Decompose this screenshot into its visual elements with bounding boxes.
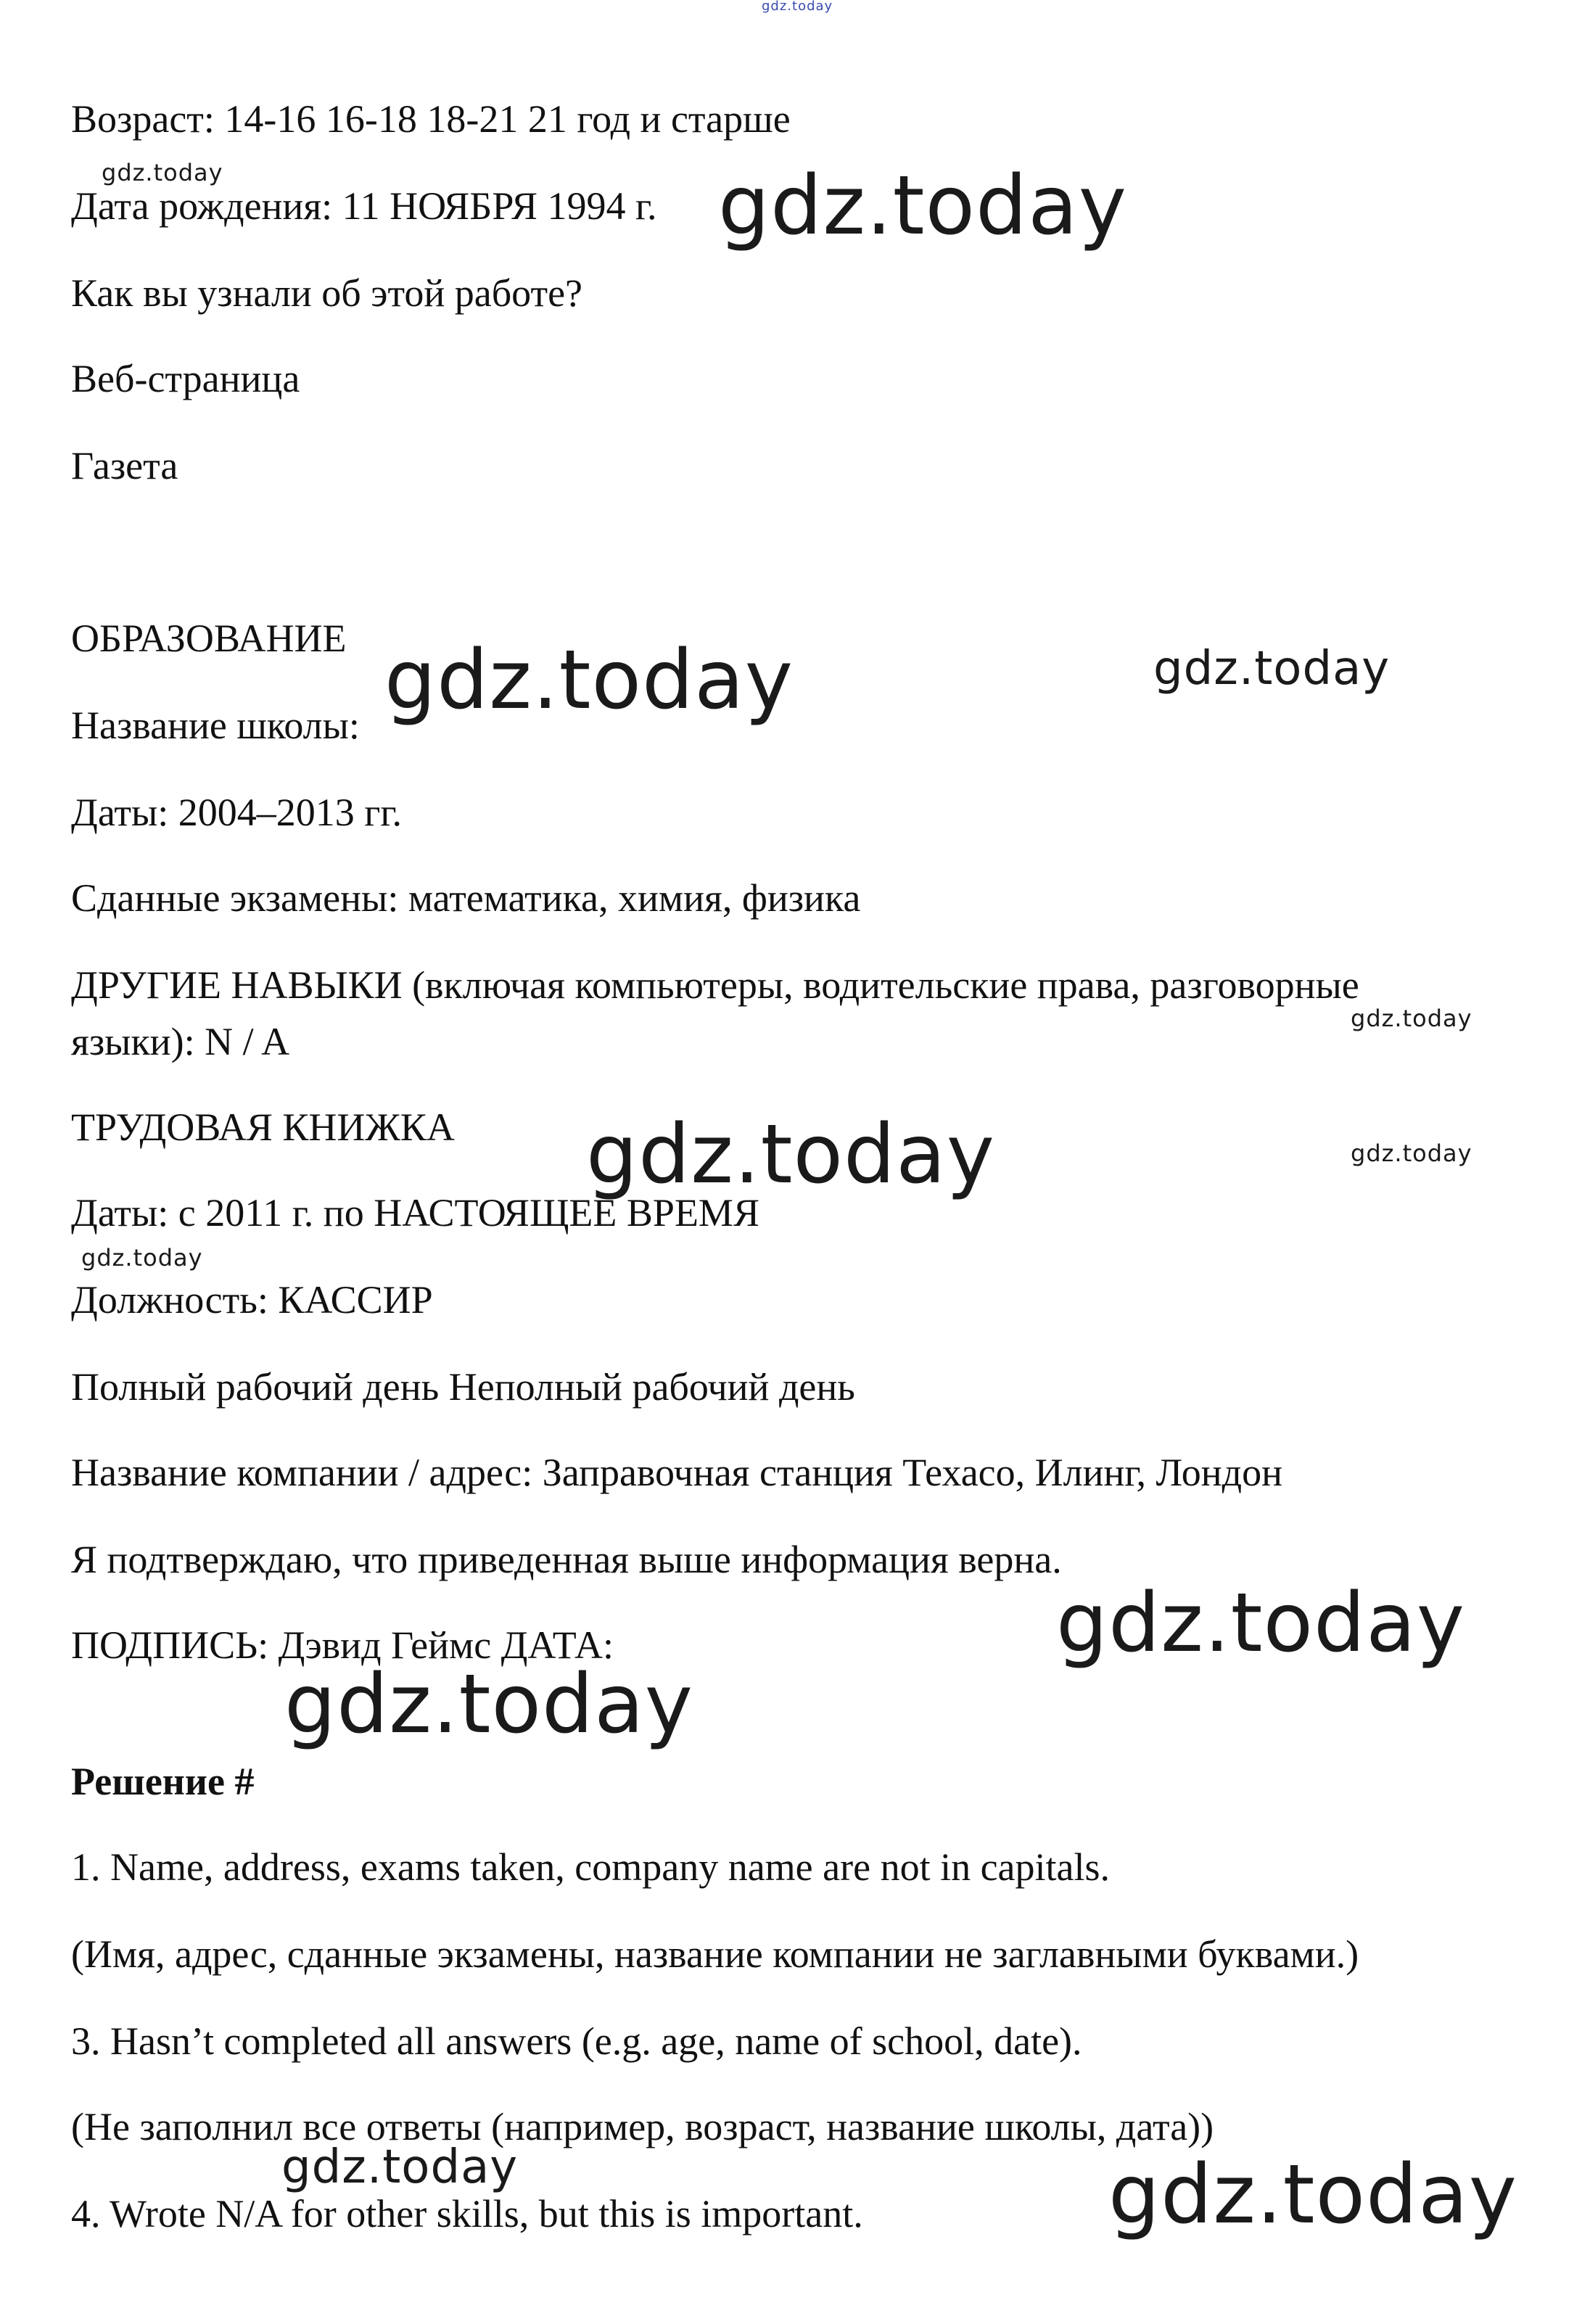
solution-item-1: 1. Name, address, exams taken, company name are not in capitals. — [71, 1845, 1111, 1889]
school-name-line: Название школы: — [71, 704, 360, 747]
confirmation-line: Я подтверждаю, что приведенная выше информация верна. — [71, 1538, 1062, 1581]
watermark: gdz.today — [81, 1244, 203, 1272]
watermark: gdz.today — [1351, 1005, 1472, 1032]
solution-item-1-translation: (Имя, адрес, сданные экзамены, название компании не заглавными буквами.) — [71, 1932, 1359, 1976]
how-found-question: Как вы узнали об этой работе? — [71, 271, 583, 315]
age-line: Возраст: 14-16 16-18 18-21 21 год и старше — [71, 97, 791, 141]
birth-date-line: Дата рождения: 11 НОЯБРЯ 1994 г. — [71, 184, 657, 228]
solution-item-4: 4. Wrote N/A for other skills, but this is important. — [71, 2192, 863, 2236]
watermark: gdz.today — [586, 1108, 996, 1202]
solution-item-3-translation: (Не заполнил все ответы (например, возраст, название школы, дата)) — [71, 2105, 1214, 2148]
watermark: gdz.today — [1351, 1140, 1472, 1167]
solution-heading: Решение # — [71, 1760, 255, 1803]
watermark: gdz.today — [384, 633, 794, 728]
watermark: gdz.today — [718, 159, 1128, 253]
work-record-heading: ТРУДОВАЯ КНИЖКА — [71, 1105, 455, 1149]
watermark: gdz.today — [1153, 642, 1391, 696]
watermark: gdz.today — [1056, 1576, 1466, 1670]
exams-line: Сданные экзамены: математика, химия, физика — [71, 876, 861, 920]
option-newspaper: Газета — [71, 444, 178, 487]
watermark: gdz.today — [102, 159, 223, 186]
watermark: gdz.today — [281, 2140, 519, 2194]
education-heading: ОБРАЗОВАНИЕ — [71, 617, 347, 660]
employment-type-line: Полный рабочий день Неполный рабочий день — [71, 1365, 855, 1409]
option-webpage: Веб-страница — [71, 357, 300, 400]
position-line: Должность: КАССИР — [71, 1278, 433, 1322]
watermark: gdz.today — [1108, 2148, 1518, 2242]
watermark: gdz.today — [284, 1657, 694, 1752]
company-line: Название компании / адрес: Заправочная станция Техасо, Илинг, Лондон — [71, 1451, 1282, 1494]
work-dates-line: Даты: с 2011 г. по НАСТОЯЩЕЕ ВРЕМЯ — [71, 1191, 759, 1235]
watermark-top: gdz.today — [762, 0, 833, 14]
other-skills-line-cont: языки): N / A — [71, 1020, 290, 1063]
solution-item-3: 3. Hasn’t completed all answers (e.g. age, name of school, date). — [71, 2019, 1082, 2063]
signature-line: ПОДПИСЬ: Дэвид Геймс ДАТА: — [71, 1623, 614, 1667]
other-skills-line: ДРУГИЕ НАВЫКИ (включая компьютеры, водительские права, разговорные — [71, 963, 1359, 1007]
education-dates-line: Даты: 2004–2013 гг. — [71, 791, 402, 834]
